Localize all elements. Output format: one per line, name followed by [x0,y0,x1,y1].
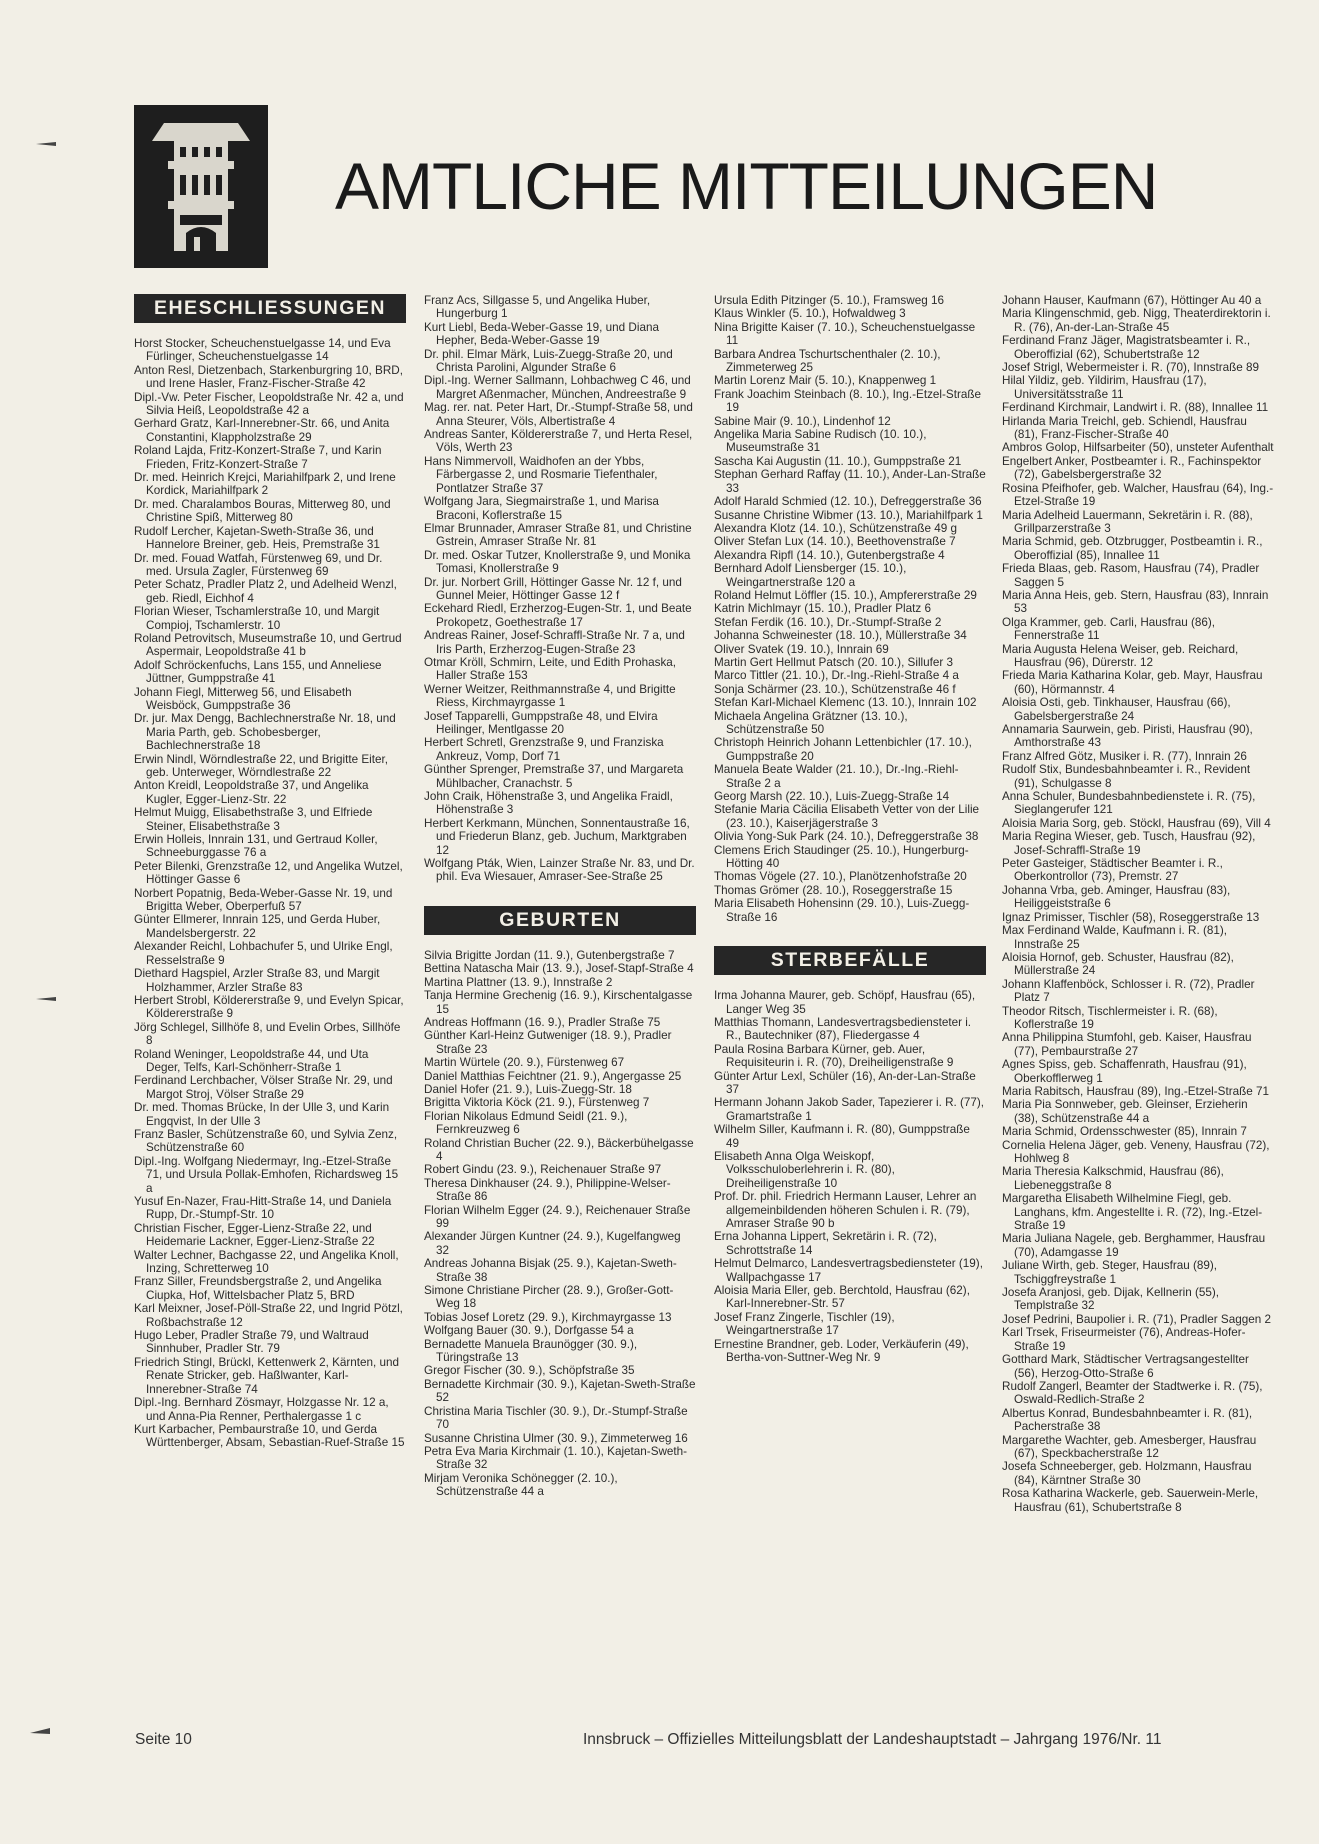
record-entry: Dipl.-Ing. Wolfgang Niedermayr, Ing.-Etzel-Straße 71, und Ursula Pollak-Emhofen, Richardsweg 15 a [134,1154,399,1195]
record-entry: Walter Lechner, Bachgasse 22, und Angelika Knoll, Inzing, Schretterweg 10 [134,1248,399,1276]
record-entry: Aloisia Maria Eller, geb. Berchtold, Hausfrau (62), Karl-Innerebner-Str. 57 [714,1284,970,1311]
record-entry: Roland Lajda, Fritz-Konzert-Straße 7, und Karin Frieden, Fritz-Konzert-Straße 7 [134,444,382,471]
record-entry: Dipl.-Vw. Peter Fischer, Leopoldstraße Nr. 42 a, und Silvia Heiß, Leopoldstraße 42 a [134,390,404,418]
record-entry: Herbert Strobl, Köldererstraße 9, und Evelyn Spicar, Köldererstraße 9 [134,993,404,1021]
record-entry: Elisabeth Anna Olga Weiskopf, Volksschuloberlehrerin i. R. (80), Dreiheiligenstraße 10 [714,1149,895,1190]
margin-mark [36,141,56,147]
record-entry: Johann Fiegl, Mitterweg 56, und Elisabeth Weisböck, Gumppstraße 36 [134,685,352,712]
record-entry: Georg Marsh (22. 10.), Luis-Zuegg-Straße 14 [714,790,950,804]
record-entry: Günter Artur Lexl, Schüler (16), An-der-Lan-Straße 37 [714,1069,976,1096]
record-entry: Rudolf Zangerl, Beamter der Stadtwerke i. R. (75), Oswald-Redlich-Straße 2 [1002,1379,1263,1407]
record-entry: Mirjam Veronika Schönegger (2. 10.), Schützenstraße 44 a [424,1471,618,1499]
record-entry: Franz Alfred Götz, Musiker i. R. (77), Innrain 26 [1002,749,1247,763]
record-entry: Josef Pedrini, Baupolier i. R. (71), Pradler Saggen 2 [1002,1312,1271,1326]
record-entry: Simone Christiane Pircher (28. 9.), Großer-Gott-Weg 18 [424,1284,674,1311]
entry-list [424,294,696,884]
record-entry: Kurt Liebl, Beda-Weber-Gasse 19, und Diana Hepher, Beda-Weber-Gasse 19 [424,320,659,348]
record-entry: Johanna Vrba, geb. Aminger, Hausfrau (83), Heiliggeiststraße 6 [1002,883,1231,911]
record-entry: Brigitta Viktoria Köck (21. 9.), Fürstenweg 7 [424,1096,650,1110]
record-entry: Dipl.-Ing. Bernhard Zösmayr, Holzgasse Nr. 12 a, und Anna-Pia Renner, Perthalergasse 1 c [134,1396,389,1423]
record-entry: Josef Strigl, Webermeister i. R. (70), Innstraße 89 [1002,361,1259,375]
record-entry: Gotthard Mark, Städtischer Vertragsangestellter (56), Herzog-Otto-Straße 6 [1002,1353,1249,1380]
record-entry: Oliver Stefan Lux (14. 10.), Beethovenstraße 7 [714,535,956,549]
record-entry: Günther Karl-Heinz Gutweniger (18. 9.), Pradler Straße 23 [424,1029,672,1056]
record-entry: Manuela Beate Walder (21. 10.), Dr.-Ing.-Riehl-Straße 2 a [714,763,959,790]
record-entry: Marco Tittler (21. 10.), Dr.-Ing.-Riehl-Straße 4 a [714,669,959,683]
record-entry: Tobias Josef Loretz (29. 9.), Kirchmayrgasse 13 [424,1310,672,1324]
record-entry: Silvia Brigitte Jordan (11. 9.), Gutenbergstraße 7 [424,948,675,962]
record-entry: Paula Rosina Barbara Kürner, geb. Auer, Requisiteurin i. R. (70), Dreiheiligenstraße 9 [714,1042,954,1070]
record-entry: Anton Kreidl, Leopoldstraße 37, und Angelika Kugler, Egger-Lienz-Str. 22 [134,779,369,806]
entry-list [1002,294,1274,1514]
column-1 [134,294,406,1450]
entry-list [714,989,986,1364]
record-entry: Karl Trsek, Friseurmeister (76), Andreas-Hofer-Straße 19 [1002,1326,1246,1353]
record-entry: Rosina Pfeifhofer, geb. Walcher, Hausfrau (64), Ing.-Etzel-Straße 19 [1002,481,1274,509]
record-entry: Johanna Schweinester (18. 10.), Müllerstraße 34 [714,629,967,643]
record-entry: Irma Johanna Maurer, geb. Schöpf, Hausfrau (65), Langer Weg 35 [714,989,976,1016]
record-entry: Bernadette Manuela Braunögger (30. 9.), Türingstraße 13 [424,1337,638,1365]
record-entry: Wolfgang Jara, Siegmairstraße 1, und Marisa Braconi, Koflerstraße 15 [424,495,659,522]
record-entry: Peter Gasteiger, Städtischer Beamter i. R., Oberkontrollor (73), Premstr. 27 [1002,857,1223,884]
record-entry: Ferdinand Kirchmair, Landwirt i. R. (88), Innallee 11 [1002,401,1269,415]
record-entry: Stephan Gerhard Raffay (11. 10.), Ander-Lan-Straße 33 [714,468,986,495]
record-entry: Clemens Erich Staudinger (25. 10.), Hungerburg-Hötting 40 [714,843,969,871]
record-entry: Horst Stocker, Scheuchenstuelgasse 14, und Eva Fürlinger, Scheuchenstuelgasse 14 [134,337,391,364]
record-entry: Günter Ellmerer, Innrain 125, und Gerda Huber, Mandelsbergerstr. 22 [134,913,381,940]
record-entry: Maria Regina Wieser, geb. Tusch, Hausfrau (92), Josef-Schraffl-Straße 19 [1002,830,1256,857]
record-entry: Stefanie Maria Cäcilia Elisabeth Vetter von der Lilie (23. 10.), Kaiserjägerstraße 3 [714,803,980,830]
record-entry: Florian Wieser, Tschamlerstraße 10, und Margit Compioj, Tschamlerstr. 10 [134,605,380,632]
record-entry: Aloisia Maria Sorg, geb. Stöckl, Hausfrau (69), Vill 4 [1002,816,1271,830]
record-entry: Roland Christian Bucher (22. 9.), Bäckerbühelgasse 4 [424,1136,694,1163]
record-entry: Daniel Matthias Feichtner (21. 9.), Angergasse 25 [424,1069,682,1083]
record-entry: Franz Acs, Sillgasse 5, und Angelika Huber, Hungerburg 1 [424,294,651,321]
publication-line: Innsbruck – Offizielles Mitteilungsblatt der Landeshauptstadt – Jahrgang 1976/Nr. 11 [583,1731,1162,1748]
record-entry: Rosa Katharina Wackerle, geb. Sauerwein-Merle, Hausfrau (61), Schubertstraße 8 [1002,1487,1259,1514]
record-entry: Angelika Maria Sabine Rudisch (10. 10.), Museumstraße 31 [714,428,927,455]
record-entry: Peter Bilenki, Grenzstraße 12, und Angelika Wutzel, Höttinger Gasse 6 [134,859,403,887]
record-entry: Ferdinand Franz Jäger, Magistratsbeamter i. R., Oberoffizial (62), Schubertstraße 12 [1002,334,1251,361]
record-entry: Prof. Dr. phil. Friedrich Hermann Lauser, Lehrer an allgemeinbildenden höheren Schulen i. R. (79), Amraser Straße 90 b [714,1190,977,1230]
record-entry: Dr. phil. Elmar Märk, Luis-Zuegg-Straße 20, und Christa Parolini, Algunder Straße 6 [424,347,673,375]
record-entry: Martin Lorenz Mair (5. 10.), Knappenweg 1 [714,374,937,388]
record-entry: Jörg Schlegel, Sillhöfe 8, und Evelin Orbes, Sillhöfe 8 [134,1020,401,1048]
section-heading-sterbefaelle: STERBEFÄLLE [714,946,986,975]
record-entry: Dr. med. Heinrich Krejci, Mariahilfpark 2, und Irene Kordick, Mariahilfpark 2 [134,471,396,498]
record-entry: Susanne Christina Ulmer (30. 9.), Zimmeterweg 16 [424,1431,688,1445]
record-entry: Theodor Ritsch, Tischlermeister i. R. (68), Koflerstraße 19 [1002,1004,1218,1031]
record-entry: Dr. med. Thomas Brücke, In der Ulle 3, und Karin Engqvist, In der Ulle 3 [134,1101,390,1128]
record-entry: Tanja Hermine Grechenig (16. 9.), Kirschentalgasse 15 [424,989,693,1016]
record-entry: Hans Nimmervoll, Waidhofen an der Ybbs, Färbergasse 2, und Rosmarie Tiefenthaler, Pontlatzer Straße 37 [424,454,658,495]
record-entry: Nina Brigitte Kaiser (7. 10.), Scheuchenstuelgasse 11 [714,320,976,348]
record-entry: Maria Klingenschmid, geb. Nigg, Theaterdirektorin i. R. (76), An-der-Lan-Straße 45 [1002,307,1271,334]
record-entry: Maria Elisabeth Hohensinn (29. 10.), Luis-Zuegg-Straße 16 [714,897,970,924]
record-entry: Mag. rer. nat. Peter Hart, Dr.-Stumpf-Straße 58, und Anna Steurer, Völs, Albertistraße 4 [424,401,693,428]
record-entry: Herbert Kerkmann, München, Sonnentaustraße 16, und Friederun Blanz, geb. Juchum, Marktgraben 12 [424,816,690,857]
record-entry: Thomas Vögele (27. 10.), Planötzenhofstraße 20 [714,870,967,884]
record-entry: Matthias Thomann, Landesvertragsbediensteter i. R., Bautechniker (87), Fliedergasse 4 [714,1015,972,1043]
record-entry: Engelbert Anker, Postbeamter i. R., Fachinspektor (72), Gabelsbergerstraße 32 [1002,454,1262,482]
record-entry: Rudolf Lercher, Kajetan-Sweth-Straße 36, und Hannelore Breiner, geb. Heis, Premstraße 31 [134,524,380,552]
record-entry: Katrin Michlmayr (15. 10.), Pradler Platz 6 [714,602,931,616]
record-entry: Ambros Golop, Hilfsarbeiter (50), unsteter Aufenthalt [1002,441,1274,455]
record-entry: Hermann Johann Jakob Sader, Tapezierer i. R. (77), Gramartstraße 1 [714,1096,985,1123]
record-entry: Anna Schuler, Bundesbahnbedienstete i. R. (75), Sieglangerufer 121 [1002,790,1256,817]
record-entry: Robert Gindu (23. 9.), Reichenauer Straße 97 [424,1163,662,1177]
record-entry: Maria Adelheid Lauermann, Sekretärin i. R. (88), Grillparzerstraße 3 [1002,508,1253,535]
record-entry: Maria Anna Heis, geb. Stern, Hausfrau (83), Innrain 53 [1002,588,1269,616]
entry-list [134,337,406,1450]
record-entry: Sonja Schärmer (23. 10.), Schützenstraße 46 f [714,682,956,696]
record-entry: Josef Franz Zingerle, Tischler (19), Weingartnerstraße 17 [714,1310,895,1338]
record-entry: Juliane Wirth, geb. Steger, Hausfrau (89), Tschiggfreystraße 1 [1002,1259,1218,1286]
record-entry: Aloisia Osti, geb. Tinkhauser, Hausfrau (66), Gabelsbergerstraße 24 [1002,696,1231,723]
margin-mark [36,996,56,1002]
record-entry: Rudolf Stix, Bundesbahnbeamter i. R., Revident (91), Schulgasse 8 [1002,763,1251,790]
record-entry: Helmut Delmarco, Landesvertragsbediensteter (19), Wallpachgasse 17 [714,1257,983,1284]
record-entry: Wilhelm Siller, Kaufmann i. R. (80), Gumppstraße 49 [714,1123,970,1150]
column-3 [714,294,986,1364]
record-entry: Johann Klaffenböck, Schlosser i. R. (72), Pradler Platz 7 [1002,977,1255,1005]
entry-list [424,949,696,1499]
record-entry: Alexander Jürgen Kuntner (24. 9.), Kugelfangweg 32 [424,1230,681,1257]
record-entry: Andreas Johanna Bisjak (25. 9.), Kajetan-Sweth-Straße 38 [424,1257,677,1284]
record-entry: Ursula Edith Pitzinger (5. 10.), Framsweg 16 [714,294,944,307]
record-entry: Frieda Maria Katharina Kolar, geb. Mayr, Hausfrau (60), Hörmannstr. 4 [1002,669,1263,696]
record-entry: Peter Schatz, Pradler Platz 2, und Adelheid Wenzl, geb. Riedl, Eichhof 4 [134,578,397,605]
record-entry: Thomas Grömer (28. 10.), Roseggerstraße 15 [714,883,953,897]
record-entry: Bernhard Adolf Liensberger (15. 10.), Weingartnerstraße 120 a [714,562,907,589]
record-entry: Stefan Ferdik (16. 10.), Dr.-Stumpf-Straße 2 [714,615,942,629]
record-entry: Ignaz Primisser, Tischler (58), Roseggerstraße 13 [1002,910,1260,924]
record-entry: Dipl.-Ing. Werner Sallmann, Lohbachweg C 46, und Margret Aßenmacher, München, Andreestraße 9 [424,374,691,401]
record-entry: Maria Juliana Nagele, geb. Berghammer, Hausfrau (70), Adamgasse 19 [1002,1232,1266,1259]
record-entry: Martin Würtele (20. 9.), Fürstenweg 67 [424,1056,625,1070]
entry-list [714,294,986,924]
record-entry: Alexandra Ripfl (14. 10.), Gutenbergstraße 4 [714,548,945,562]
record-entry: Wolfgang Pták, Wien, Lainzer Straße Nr. 83, und Dr. phil. Eva Wiesauer, Amraser-See-Straße 25 [424,857,695,884]
record-entry: Bernadette Kirchmair (30. 9.), Kajetan-Sweth-Straße 52 [424,1377,696,1405]
record-entry: Sabine Mair (9. 10.), Lindenhof 12 [714,414,891,428]
record-entry: Christoph Heinrich Johann Lettenbichler (17. 10.), Gumppstraße 20 [714,736,972,763]
record-entry: Yusuf En-Nazer, Frau-Hitt-Straße 14, und Daniela Rupp, Dr.-Stumpf-Str. 10 [134,1195,392,1222]
record-entry: Maria Theresia Kalkschmid, Hausfrau (86), Liebeneggstraße 8 [1002,1165,1224,1192]
record-entry: Roland Petrovitsch, Museumstraße 10, und Gertrud Aspermair, Leopoldstraße 41 b [134,631,402,659]
record-entry: Christina Maria Tischler (30. 9.), Dr.-Stumpf-Straße 70 [424,1404,688,1432]
city-tower-logo [134,105,268,268]
record-entry: Aloisia Hornof, geb. Schuster, Hausfrau (82), Müllerstraße 24 [1002,950,1234,978]
record-entry: Diethard Hagspiel, Arzler Straße 83, und Margit Holzhammer, Arzler Straße 83 [134,967,380,994]
record-entry: Frank Joachim Steinbach (8. 10.), Ing.-Etzel-Straße 19 [714,387,981,415]
record-entry: Helmut Muigg, Elisabethstraße 3, und Elfriede Steiner, Elisabethstraße 3 [134,806,373,833]
record-entry: Herbert Schretl, Grenzstraße 9, und Franziska Ankreuz, Vomp, Dorf 71 [424,736,664,763]
record-entry: Olga Krammer, geb. Carli, Hausfrau (86), Fennerstraße 11 [1002,615,1216,643]
record-entry: Maria Augusta Helena Weiser, geb. Reichard, Hausfrau (96), Dürerstr. 12 [1002,642,1239,669]
record-entry: Maria Schmid, geb. Otzbrugger, Postbeamtin i. R., Oberoffizial (85), Innallee 11 [1002,535,1263,562]
record-entry: Franz Siller, Freundsbergstraße 2, und Angelika Ciupka, Hof, Wittelsbacher Platz 5, BRD [134,1275,382,1302]
record-entry: Margarethe Wachter, geb. Amesberger, Hausfrau (67), Speckbacherstraße 12 [1002,1433,1257,1460]
record-entry: Maria Schmid, Ordensschwester (85), Innrain 7 [1002,1125,1247,1139]
record-entry: Maria Pia Sonnweber, geb. Gleinser, Erzieherin (38), Schützenstraße 44 a [1002,1098,1248,1125]
record-entry: John Craik, Höhenstraße 3, und Angelika Fraidl, Höhenstraße 3 [424,790,673,817]
record-entry: Adolf Harald Schmied (12. 10.), Defreggerstraße 36 [714,495,982,509]
record-entry: Josefa Schneeberger, geb. Holzmann, Hausfrau (84), Kärntner Straße 30 [1002,1460,1252,1487]
record-entry: Gerhard Gratz, Karl-Innerebner-Str. 66, und Anita Constantini, Klappholzstraße 29 [134,417,390,444]
record-entry: Werner Weitzer, Reithmannstraße 4, und Brigitte Riess, Kirchmayrgasse 1 [424,682,676,710]
page-title: AMTLICHE MITTEILUNGEN [335,149,1158,223]
record-entry: Andreas Santer, Köldererstraße 7, und Herta Resel, Völs, Werth 23 [424,428,693,455]
record-entry: Olivia Yong-Suk Park (24. 10.), Defreggerstraße 38 [714,830,979,844]
record-entry: Wolfgang Bauer (30. 9.), Dorfgasse 54 a [424,1324,634,1338]
record-entry: Otmar Kröll, Schmirn, Leite, und Edith Prohaska, Haller Straße 153 [424,655,677,683]
record-entry: Florian Nikolaus Edmund Seidl (21. 9.), Fernkreuzweg 6 [424,1109,628,1137]
record-entry: Alexander Reichl, Lohbachufer 5, und Ulrike Engl, Resselstraße 9 [134,940,393,967]
record-entry: Anna Philippina Stumfohl, geb. Kaiser, Hausfrau (77), Pembaurstraße 27 [1002,1031,1252,1058]
record-entry: Dr. med. Fouad Watfah, Fürstenweg 69, und Dr. med. Ursula Zagler, Fürstenweg 69 [134,551,383,578]
record-entry: Martina Plattner (13. 9.), Innstraße 2 [424,975,613,989]
record-entry: Karl Meixner, Josef-Pöll-Straße 22, und Ingrid Pötzl, Roßbachstraße 12 [134,1302,403,1329]
record-entry: Josef Tapparelli, Gumppstraße 48, und Elvira Heilinger, Mentlgasse 20 [424,709,658,736]
record-entry: Dr. jur. Max Dengg, Bachlechnerstraße Nr. 18, und Maria Parth, geb. Schobesberger, Bachlechnerstraße 18 [134,712,396,753]
record-entry: Roland Weninger, Leopoldstraße 44, und Uta Deger, Telfs, Karl-Schönherr-Straße 1 [134,1047,369,1074]
record-entry: Andreas Hoffmann (16. 9.), Pradler Straße 75 [424,1015,661,1029]
record-entry: Florian Wilhelm Egger (24. 9.), Reichenauer Straße 99 [424,1203,691,1230]
record-entry: Christian Fischer, Egger-Lienz-Straße 22, und Heidemarie Lackner, Egger-Lienz-Straße 22 [134,1221,375,1249]
page-number: Seite 10 [135,1731,192,1748]
record-entry: Theresa Dinkhauser (24. 9.), Philippine-Welser-Straße 86 [424,1176,671,1204]
record-entry: Eckehard Riedl, Erzherzog-Eugen-Str. 1, und Beate Prokopetz, Goethestraße 17 [424,602,692,629]
record-entry: Ernestine Brandner, geb. Loder, Verkäuferin (49), Bertha-von-Suttner-Weg Nr. 9 [714,1337,969,1365]
section-heading-geburten: GEBURTEN [424,906,696,935]
record-entry: Friedrich Stingl, Brückl, Kettenwerk 2, Kärnten, und Renate Stricker, geb. Haßlwanter, Karl-Innerebner-Straße 74 [134,1355,400,1396]
record-entry: Gregor Fischer (30. 9.), Schöpfstraße 35 [424,1364,635,1378]
column-4 [1002,294,1274,1514]
margin-mark [30,1728,50,1734]
record-entry: Josefa Aranjosi, geb. Dijak, Kellnerin (55), Templstraße 32 [1002,1286,1219,1313]
record-entry: Franz Basler, Schützenstraße 60, und Sylvia Zenz, Schützenstraße 60 [134,1127,398,1155]
record-entry: Anton Resl, Dietzenbach, Starkenburgring 10, BRD, und Irene Hasler, Franz-Fischer-Straße 42 [134,363,403,391]
record-entry: Norbert Popatnig, Beda-Weber-Gasse Nr. 19, und Brigitta Weber, Oberperfuß 57 [134,886,393,914]
record-entry: Hirlanda Maria Treichl, geb. Schiendl, Hausfrau (81), Franz-Fischer-Straße 40 [1002,414,1247,442]
record-entry: Klaus Winkler (5. 10.), Hofwaldweg 3 [714,307,906,321]
record-entry: Cornelia Helena Jäger, geb. Veneny, Hausfrau (72), Hohlweg 8 [1002,1138,1270,1165]
record-entry: Oliver Svatek (19. 10.), Innrain 69 [714,642,889,656]
record-entry: Hilal Yildiz, geb. Yildirim, Hausfrau (17), Universitätsstraße 11 [1002,374,1207,401]
record-entry: Hugo Leber, Pradler Straße 79, und Waltraud Sinnhuber, Pradler Str. 79 [134,1329,369,1356]
record-entry: Erwin Nindl, Wörndlestraße 22, und Brigitte Eiter, geb. Unterweger, Wörndlestraße 22 [134,752,388,779]
record-entry: Adolf Schröckenfuchs, Lans 155, und Anneliese Jüttner, Gumppstraße 41 [134,658,382,686]
record-entry: Petra Eva Maria Kirchmair (1. 10.), Kajetan-Sweth-Straße 32 [424,1444,688,1472]
record-entry: Annamaria Saurwein, geb. Piristi, Hausfrau (90), Amthorstraße 43 [1002,723,1253,750]
record-entry: Margaretha Elisabeth Wilhelmine Fiegl, geb. Langhans, kfm. Angestellte i. R. (72), Ing.-Etzel-Straße 19 [1002,1192,1263,1233]
record-entry: Ferdinand Lerchbacher, Völser Straße Nr. 29, und Margot Stroj, Völser Straße 29 [134,1074,393,1101]
section-heading-eheschliessungen: EHESCHLIESSUNGEN [134,294,406,323]
record-entry: Erna Johanna Lippert, Sekretärin i. R. (72), Schrottstraße 14 [714,1230,937,1257]
record-entry: Johann Hauser, Kaufmann (67), Höttinger Au 40 a [1002,294,1262,307]
record-entry: Agnes Spiss, geb. Schaffenrath, Hausfrau (91), Oberkofflerweg 1 [1002,1058,1247,1085]
record-entry: Roland Helmut Löffler (15. 10.), Ampfererstraße 29 [714,588,977,602]
record-entry: Erwin Holleis, Innrain 131, und Gertraud Koller, Schneeburggasse 76 a [134,833,378,860]
record-entry: Dr. jur. Norbert Grill, Höttinger Gasse Nr. 12 f, und Gunnel Meier, Höttinger Gasse 12 f [424,575,682,602]
record-entry: Stefan Karl-Michael Klemenc (13. 10.), Innrain 102 [714,696,977,710]
record-entry: Kurt Karbacher, Pembaurstraße 10, und Gerda Württenberger, Absam, Sebastian-Ruef-Straße 15 [134,1422,405,1450]
record-entry: Elmar Brunnader, Amraser Straße 81, und Christine Gstrein, Amraser Straße Nr. 81 [424,521,692,549]
record-entry: Bettina Natascha Mair (13. 9.), Josef-Stapf-Straße 4 [424,962,694,976]
record-entry: Sascha Kai Augustin (11. 10.), Gumppstraße 21 [714,454,962,468]
record-entry: Albertus Konrad, Bundesbahnbeamter i. R. (81), Pacherstraße 38 [1002,1406,1253,1434]
record-entry: Michaela Angelina Grätzner (13. 10.), Schützenstraße 50 [714,709,908,736]
record-entry: Daniel Hofer (21. 9.), Luis-Zuegg-Str. 18 [424,1082,632,1096]
record-entry: Frieda Blaas, geb. Rasom, Hausfrau (74), Pradler Saggen 5 [1002,562,1260,589]
record-entry: Barbara Andrea Tschurtschenthaler (2. 10.), Zimmeterweg 25 [714,347,941,375]
record-entry: Dr. med. Oskar Tutzer, Knollerstraße 9, und Monika Tomasi, Knollerstraße 9 [424,548,691,576]
record-entry: Susanne Christine Wibmer (13. 10.), Mariahilfpark 1 [714,508,983,522]
record-entry: Max Ferdinand Walde, Kaufmann i. R. (81), Innstraße 25 [1002,924,1227,951]
record-entry: Dr. med. Charalambos Bouras, Mitterweg 80, und Christine Spiß, Mitterweg 80 [134,497,391,525]
record-entry: Andreas Rainer, Josef-Schraffl-Straße Nr. 7 a, und Iris Parth, Erzherzog-Eugen-Straße 23 [424,629,685,656]
record-entry: Günther Sprenger, Premstraße 37, und Margareta Mühlbacher, Cranachstr. 5 [424,763,684,790]
record-entry: Maria Rabitsch, Hausfrau (89), Ing.-Etzel-Straße 71 [1002,1084,1269,1098]
column-2 [424,294,696,1499]
record-entry: Alexandra Klotz (14. 10.), Schützenstraße 49 g [714,521,957,535]
record-entry: Martin Gert Hellmut Patsch (20. 10.), Sillufer 3 [714,655,954,669]
